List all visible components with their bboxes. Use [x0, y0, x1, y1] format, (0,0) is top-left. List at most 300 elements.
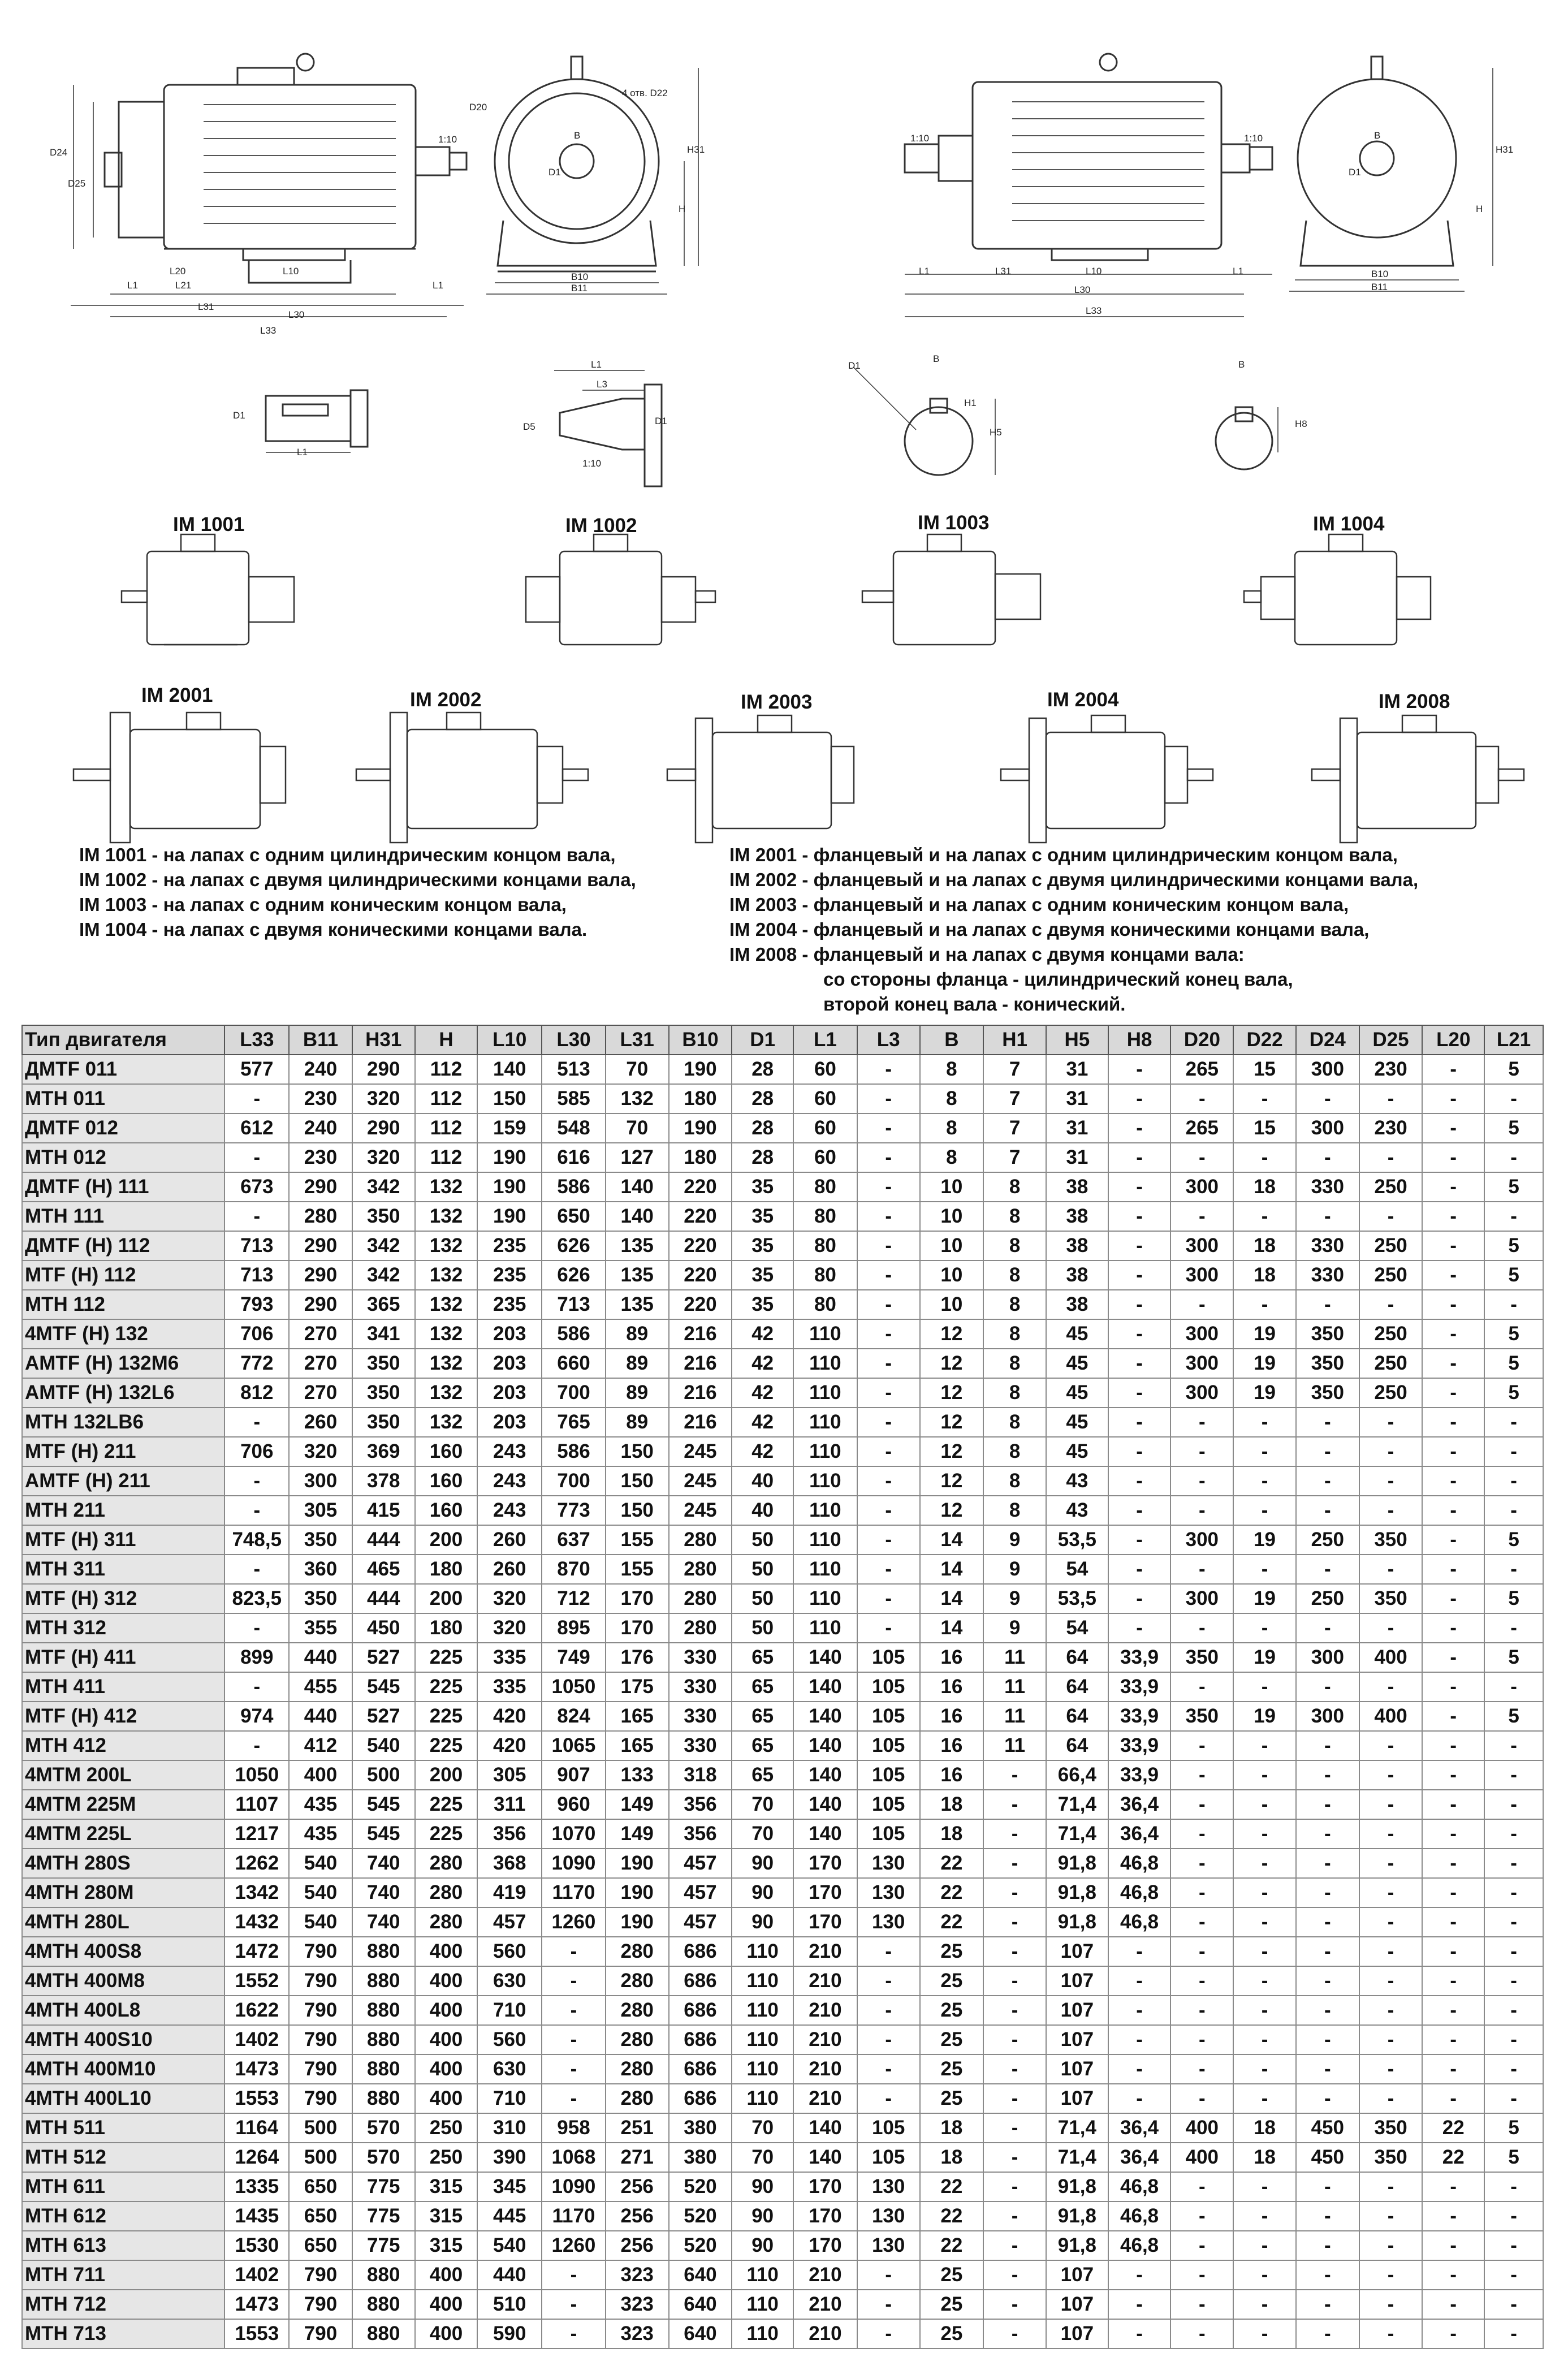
table-cell: 390: [477, 2143, 542, 2172]
motor-type-cell: МТН 112: [22, 1290, 224, 1319]
table-cell: 586: [542, 1319, 606, 1349]
table-cell: 330: [1296, 1260, 1359, 1290]
table-cell: 132: [415, 1231, 478, 1260]
description-line: со стороны фланца - цилиндрический конец вала,: [823, 969, 1293, 990]
motor-type-cell: 4МТН 400М8: [22, 1966, 224, 1996]
motor-type-cell: 4МТН 280L: [22, 1907, 224, 1937]
figure-label: IM 2003: [741, 691, 813, 713]
figure-im2003: [667, 715, 854, 843]
table-cell: 243: [477, 1466, 542, 1496]
table-cell: 210: [793, 1966, 857, 1996]
figure-label: IM 2008: [1379, 690, 1450, 713]
table-cell: -: [1422, 1172, 1484, 1202]
table-cell: 400: [1170, 2113, 1233, 2143]
table-cell: -: [1359, 2172, 1423, 2201]
table-cell: -: [1170, 1084, 1233, 1113]
table-cell: 64: [1046, 1672, 1108, 1702]
table-cell: 18: [920, 2113, 984, 2143]
description-line: IM 2002 - фланцевый и на лапах с двумя цилиндрическими концами вала,: [729, 869, 1419, 890]
table-cell: 105: [857, 1819, 920, 1849]
table-cell: -: [1296, 1966, 1359, 1996]
dim-label: L30: [1074, 284, 1091, 295]
table-cell: 435: [289, 1819, 352, 1849]
table-cell: 46,8: [1108, 2172, 1171, 2201]
table-cell: 400: [1170, 2143, 1233, 2172]
table-cell: 812: [224, 1378, 289, 1408]
table-cell: 8: [983, 1466, 1046, 1496]
table-cell: -: [1108, 1055, 1171, 1084]
table-cell: -: [1233, 1966, 1296, 1996]
table-cell: 444: [352, 1525, 415, 1555]
figure-im1003: [862, 534, 1040, 645]
table-cell: 300: [1296, 1643, 1359, 1672]
table-cell: 150: [477, 1084, 542, 1113]
table-cell: 54: [1046, 1613, 1108, 1643]
column-header: L3: [857, 1025, 920, 1055]
table-cell: 612: [224, 1113, 289, 1143]
column-header: L31: [606, 1025, 669, 1055]
table-cell: 140: [606, 1172, 669, 1202]
table-cell: -: [1108, 1290, 1171, 1319]
table-cell: 880: [352, 2260, 415, 2290]
table-cell: -: [1484, 1466, 1543, 1496]
table-cell: -: [1170, 1202, 1233, 1231]
table-cell: 64: [1046, 1643, 1108, 1672]
table-cell: 280: [606, 1937, 669, 1966]
table-cell: 380: [669, 2143, 732, 2172]
motor-type-cell: МТН 011: [22, 1084, 224, 1113]
table-cell: -: [1108, 1996, 1171, 2025]
table-cell: -: [1170, 1849, 1233, 1878]
table-cell: 225: [415, 1731, 478, 1760]
table-cell: 256: [606, 2172, 669, 2201]
table-cell: 53,5: [1046, 1525, 1108, 1555]
table-cell: 160: [415, 1437, 478, 1466]
table-cell: 18: [920, 1790, 984, 1819]
column-header: L1: [793, 1025, 857, 1055]
table-cell: 300: [1170, 1260, 1233, 1290]
table-cell: 500: [352, 1760, 415, 1790]
table-cell: 1473: [224, 2054, 289, 2084]
table-cell: 18: [1233, 1260, 1296, 1290]
table-cell: 132: [415, 1260, 478, 1290]
table-cell: -: [1422, 1143, 1484, 1172]
table-cell: 560: [477, 2025, 542, 2054]
table-cell: 33,9: [1108, 1731, 1171, 1760]
table-cell: -: [1422, 1819, 1484, 1849]
table-cell: -: [224, 1202, 289, 1231]
table-cell: 38: [1046, 1260, 1108, 1290]
table-cell: -: [1170, 1878, 1233, 1907]
table-row: [22, 1084, 1543, 1113]
table-cell: 369: [352, 1437, 415, 1466]
table-cell: -: [983, 2143, 1046, 2172]
table-cell: -: [1233, 1996, 1296, 2025]
table-cell: -: [1170, 1996, 1233, 2025]
table-cell: 110: [793, 1466, 857, 1496]
table-cell: -: [1422, 1643, 1484, 1672]
table-cell: -: [1233, 2054, 1296, 2084]
shaft-conical-detail: [554, 370, 662, 486]
table-cell: 203: [477, 1408, 542, 1437]
table-cell: 91,8: [1046, 1878, 1108, 1907]
column-header: D22: [1233, 1025, 1296, 1055]
table-cell: -: [857, 1290, 920, 1319]
table-cell: 305: [477, 1760, 542, 1790]
dim-label: L10: [1086, 266, 1102, 277]
table-cell: -: [1422, 1202, 1484, 1231]
table-cell: 540: [477, 2231, 542, 2260]
table-cell: 210: [793, 2084, 857, 2113]
table-cell: -: [542, 2054, 606, 2084]
table-cell: 356: [477, 1819, 542, 1849]
table-cell: 315: [415, 2172, 478, 2201]
table-cell: -: [1422, 1437, 1484, 1466]
dim-label: L30: [288, 309, 305, 320]
dim-label: B11: [1371, 282, 1388, 292]
dim-label: D1: [1349, 167, 1361, 178]
table-cell: 38: [1046, 1231, 1108, 1260]
table-cell: 311: [477, 1790, 542, 1819]
table-cell: -: [857, 1231, 920, 1260]
table-cell: 132: [415, 1319, 478, 1349]
table-cell: 140: [793, 1731, 857, 1760]
table-cell: 323: [606, 2290, 669, 2319]
table-row: [22, 1702, 1543, 1731]
dim-label: B11: [571, 283, 588, 293]
table-cell: 250: [1296, 1584, 1359, 1613]
table-cell: 290: [352, 1113, 415, 1143]
table-cell: 9: [983, 1525, 1046, 1555]
table-cell: 240: [289, 1055, 352, 1084]
table-cell: -: [1422, 1290, 1484, 1319]
table-cell: 8: [983, 1231, 1046, 1260]
key-section-a-labels: [848, 353, 1002, 438]
table-cell: 89: [606, 1349, 669, 1378]
table-cell: 50: [732, 1613, 793, 1643]
table-cell: 1260: [542, 2231, 606, 2260]
table-cell: 112: [415, 1055, 478, 1084]
table-cell: 28: [732, 1055, 793, 1084]
table-cell: 107: [1046, 1937, 1108, 1966]
key-section-a: [854, 368, 995, 475]
table-cell: 14: [920, 1613, 984, 1643]
table-cell: 190: [477, 1172, 542, 1202]
table-cell: -: [1108, 1084, 1171, 1113]
table-cell: -: [1170, 2231, 1233, 2260]
table-cell: -: [1296, 1760, 1359, 1790]
table-cell: 280: [606, 1996, 669, 2025]
table-cell: 320: [289, 1437, 352, 1466]
table-cell: -: [1359, 1819, 1423, 1849]
table-cell: 8: [983, 1172, 1046, 1202]
table-cell: 290: [289, 1231, 352, 1260]
table-cell: 775: [352, 2172, 415, 2201]
table-cell: 107: [1046, 2260, 1108, 2290]
column-header: L30: [542, 1025, 606, 1055]
table-cell: 210: [793, 2319, 857, 2349]
table-cell: 8: [983, 1260, 1046, 1290]
table-cell: -: [857, 1525, 920, 1555]
table-cell: 230: [289, 1084, 352, 1113]
table-cell: -: [1108, 1349, 1171, 1378]
table-cell: 22: [920, 2231, 984, 2260]
table-cell: -: [1170, 1760, 1233, 1790]
table-cell: 686: [669, 1996, 732, 2025]
dim-label: D1: [548, 167, 561, 178]
table-cell: 749: [542, 1643, 606, 1672]
key-section-b-labels: [1238, 359, 1307, 429]
shaft-cylindrical-detail: [266, 390, 368, 452]
table-cell: -: [983, 2054, 1046, 2084]
table-cell: -: [983, 2201, 1046, 2231]
motor-type-cell: 4МТН 400L10: [22, 2084, 224, 2113]
table-cell: -: [857, 1496, 920, 1525]
table-cell: 25: [920, 2025, 984, 2054]
table-cell: -: [1108, 1231, 1171, 1260]
table-cell: 210: [793, 2025, 857, 2054]
column-header: L20: [1422, 1025, 1484, 1055]
table-cell: 748,5: [224, 1525, 289, 1555]
table-cell: 350: [289, 1584, 352, 1613]
motor-type-cell: ДМТF 012: [22, 1113, 224, 1143]
table-cell: -: [857, 2260, 920, 2290]
table-row: [22, 1760, 1543, 1790]
table-cell: -: [1484, 2290, 1543, 2319]
table-cell: 46,8: [1108, 1878, 1171, 1907]
table-cell: 8: [920, 1084, 984, 1113]
table-cell: 200: [415, 1584, 478, 1613]
table-cell: -: [1484, 2260, 1543, 2290]
table-cell: -: [1484, 1496, 1543, 1525]
table-cell: -: [1422, 1613, 1484, 1643]
table-cell: 110: [732, 2290, 793, 2319]
dim-label: L1: [297, 447, 308, 457]
table-cell: 80: [793, 1231, 857, 1260]
motor-type-cell: МТН 012: [22, 1143, 224, 1172]
table-cell: 570: [352, 2113, 415, 2143]
table-cell: 330: [1296, 1231, 1359, 1260]
table-cell: 5: [1484, 1319, 1543, 1349]
table-cell: 880: [352, 2319, 415, 2349]
table-cell: 135: [606, 1290, 669, 1319]
table-cell: 31: [1046, 1084, 1108, 1113]
motor-type-cell: МТН 512: [22, 2143, 224, 2172]
table-cell: 823,5: [224, 1584, 289, 1613]
table-cell: 5: [1484, 1643, 1543, 1672]
table-cell: -: [1484, 2319, 1543, 2349]
dim-label: L21: [175, 280, 192, 291]
table-cell: 8: [983, 1378, 1046, 1408]
table-cell: -: [857, 2025, 920, 2054]
table-cell: 793: [224, 1290, 289, 1319]
table-row: [22, 2025, 1543, 2054]
table-cell: 12: [920, 1466, 984, 1496]
table-cell: 1435: [224, 2201, 289, 2231]
table-cell: 250: [1359, 1378, 1423, 1408]
table-cell: 673: [224, 1172, 289, 1202]
figure-im2001: [74, 713, 286, 843]
right-side-dim-labels: [910, 133, 1263, 316]
table-cell: -: [1170, 2290, 1233, 2319]
table-cell: -: [1422, 1319, 1484, 1349]
table-cell: 25: [920, 1966, 984, 1996]
motor-type-cell: 4МТН 280М: [22, 1878, 224, 1907]
table-cell: -: [1108, 1437, 1171, 1466]
table-cell: 250: [1359, 1231, 1423, 1260]
table-cell: 35: [732, 1172, 793, 1202]
table-cell: 1432: [224, 1907, 289, 1937]
table-cell: 110: [793, 1525, 857, 1555]
table-cell: 450: [1296, 2113, 1359, 2143]
table-cell: -: [1296, 1907, 1359, 1937]
table-cell: 225: [415, 1643, 478, 1672]
table-cell: 225: [415, 1819, 478, 1849]
table-cell: -: [224, 1084, 289, 1113]
description-line: IM 1002 - на лапах с двумя цилиндрическими концами вала,: [79, 869, 636, 890]
table-cell: 110: [732, 1966, 793, 1996]
motor-type-cell: ДМТF (Н) 112: [22, 1231, 224, 1260]
table-row: [22, 1672, 1543, 1702]
table-cell: 140: [793, 1760, 857, 1790]
table-cell: -: [857, 1408, 920, 1437]
table-cell: 350: [352, 1349, 415, 1378]
left-front-dim-labels: [469, 88, 705, 293]
table-cell: -: [1296, 1937, 1359, 1966]
table-cell: 305: [289, 1496, 352, 1525]
table-cell: 132: [415, 1172, 478, 1202]
table-cell: 513: [542, 1055, 606, 1084]
table-cell: -: [1296, 2260, 1359, 2290]
table-cell: -: [1108, 1202, 1171, 1231]
table-cell: 130: [857, 1849, 920, 1878]
figure-im2008: [1312, 715, 1524, 843]
table-cell: 450: [1296, 2143, 1359, 2172]
table-cell: 540: [289, 1907, 352, 1937]
table-cell: -: [1359, 1937, 1423, 1966]
table-cell: 1090: [542, 2172, 606, 2201]
table-cell: -: [1233, 1143, 1296, 1172]
table-row: [22, 1849, 1543, 1878]
table-cell: -: [542, 2084, 606, 2113]
table-cell: 1472: [224, 1937, 289, 1966]
table-cell: 400: [289, 1760, 352, 1790]
table-cell: 626: [542, 1260, 606, 1290]
table-cell: -: [1233, 1760, 1296, 1790]
table-cell: 230: [1359, 1113, 1423, 1143]
table-cell: -: [1484, 1996, 1543, 2025]
column-header: B10: [669, 1025, 732, 1055]
figure-im2002: [356, 713, 588, 843]
table-cell: 22: [920, 1849, 984, 1878]
table-cell: 1050: [542, 1672, 606, 1702]
table-row: [22, 2260, 1543, 2290]
table-cell: 132: [606, 1084, 669, 1113]
table-cell: 400: [415, 2025, 478, 2054]
table-cell: -: [1170, 1290, 1233, 1319]
table-cell: -: [1484, 2231, 1543, 2260]
table-cell: 110: [793, 1555, 857, 1584]
table-header-row: [22, 1025, 1543, 1055]
table-row: [22, 2201, 1543, 2231]
table-cell: 330: [669, 1702, 732, 1731]
table-cell: 190: [477, 1202, 542, 1231]
table-cell: -: [1170, 2319, 1233, 2349]
table-cell: -: [1359, 1437, 1423, 1466]
table-cell: -: [1484, 1202, 1543, 1231]
table-cell: 350: [352, 1202, 415, 1231]
table-cell: 19: [1233, 1525, 1296, 1555]
table-cell: 8: [920, 1143, 984, 1172]
table-row: [22, 1231, 1543, 1260]
table-cell: 60: [793, 1113, 857, 1143]
table-cell: 230: [1359, 1055, 1423, 1084]
table-cell: -: [1233, 1555, 1296, 1584]
dim-label: L20: [170, 266, 186, 277]
table-cell: 706: [224, 1319, 289, 1349]
table-cell: 527: [352, 1702, 415, 1731]
table-cell: 8: [920, 1113, 984, 1143]
table-cell: -: [1296, 2172, 1359, 2201]
table-cell: -: [1422, 1231, 1484, 1260]
table-cell: -: [1359, 1878, 1423, 1907]
dim-label: L1: [433, 280, 443, 291]
table-cell: -: [1484, 1907, 1543, 1937]
table-cell: -: [1233, 2319, 1296, 2349]
table-cell: -: [1296, 2054, 1359, 2084]
table-cell: 960: [542, 1790, 606, 1819]
table-cell: 110: [732, 2319, 793, 2349]
table-cell: 280: [669, 1525, 732, 1555]
dim-label: H5: [990, 427, 1002, 438]
table-cell: -: [1484, 2201, 1543, 2231]
table-cell: -: [1296, 2025, 1359, 2054]
table-cell: 18: [1233, 2113, 1296, 2143]
table-cell: -: [1170, 1819, 1233, 1849]
column-header: D20: [1170, 1025, 1233, 1055]
table-cell: 280: [415, 1849, 478, 1878]
table-cell: 105: [857, 1702, 920, 1731]
table-cell: 107: [1046, 1966, 1108, 1996]
table-cell: 250: [1359, 1260, 1423, 1290]
table-cell: 220: [669, 1172, 732, 1202]
table-cell: 12: [920, 1437, 984, 1466]
table-cell: 36,4: [1108, 2143, 1171, 2172]
table-cell: 22: [920, 1878, 984, 1907]
table-cell: 380: [669, 2113, 732, 2143]
table-cell: 686: [669, 1966, 732, 1996]
table-cell: 577: [224, 1055, 289, 1084]
motor-type-cell: 4МТН 280S: [22, 1849, 224, 1878]
shaft-cone-labels: [523, 359, 667, 469]
table-cell: 35: [732, 1260, 793, 1290]
table-cell: 90: [732, 1907, 793, 1937]
figure-label: IM 1001: [173, 513, 245, 536]
table-cell: 330: [669, 1672, 732, 1702]
table-cell: 60: [793, 1143, 857, 1172]
table-cell: 350: [1296, 1349, 1359, 1378]
table-cell: 320: [352, 1143, 415, 1172]
table-cell: 19: [1233, 1349, 1296, 1378]
dim-label: D5: [523, 421, 535, 432]
table-cell: -: [983, 1966, 1046, 1996]
table-row: [22, 2231, 1543, 2260]
table-cell: 280: [606, 2054, 669, 2084]
table-cell: 130: [857, 1907, 920, 1937]
table-cell: -: [1484, 2084, 1543, 2113]
table-cell: 66,4: [1046, 1760, 1108, 1790]
table-cell: -: [1233, 1437, 1296, 1466]
